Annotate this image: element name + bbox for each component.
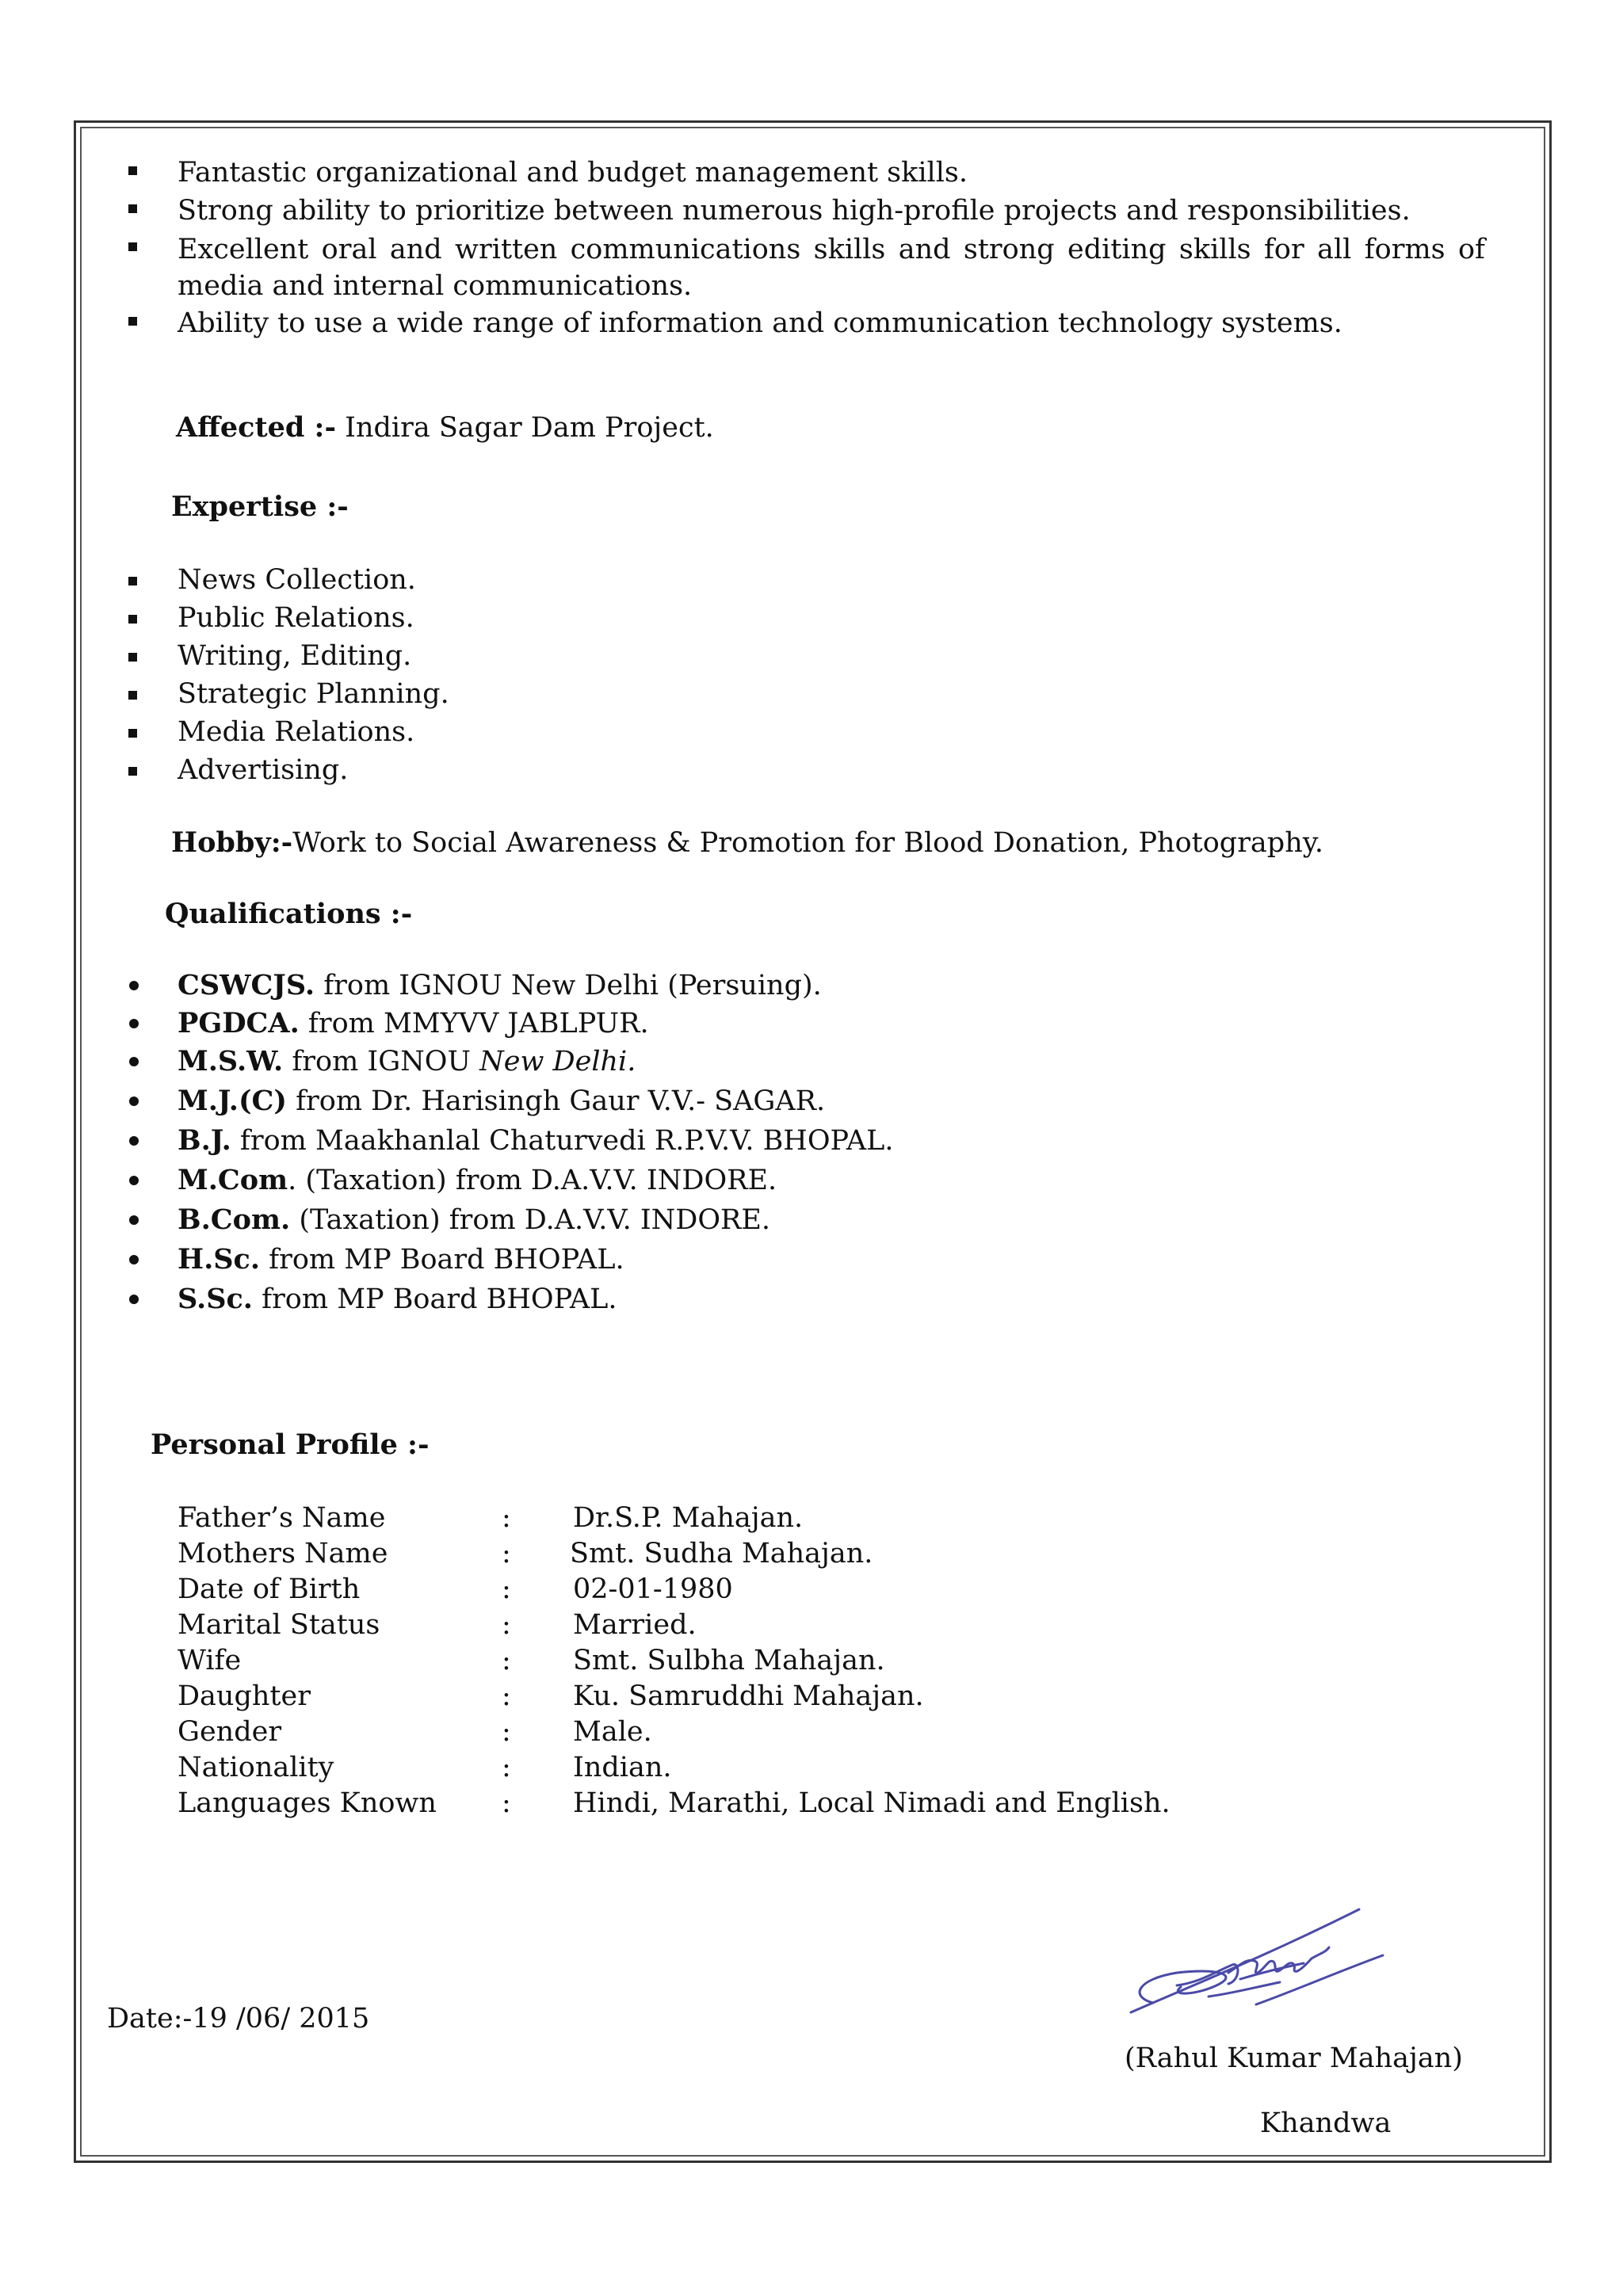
square-bullet-icon bbox=[128, 317, 137, 326]
round-bullet-icon bbox=[129, 1136, 139, 1146]
expertise-item: News Collection. bbox=[178, 564, 416, 596]
round-bullet-icon bbox=[129, 1295, 139, 1304]
affected-value: Indira Sagar Dam Project. bbox=[336, 412, 714, 444]
expertise-heading: Expertise :- bbox=[171, 490, 349, 523]
square-bullet-icon bbox=[128, 615, 137, 624]
qualification-item: PGDCA. from MMYVV JABLPUR. bbox=[178, 1007, 649, 1039]
qualification-item: M.S.W. from IGNOU New Delhi. bbox=[178, 1045, 636, 1077]
round-bullet-icon bbox=[129, 1176, 139, 1185]
expertise-item: Media Relations. bbox=[178, 716, 415, 748]
qualification-item: B.Com. (Taxation) from D.A.V.V. INDORE. bbox=[178, 1203, 771, 1236]
qualification-item: M.Com. (Taxation) from D.A.V.V. INDORE. bbox=[178, 1164, 777, 1196]
date-line: Date:-19 /06/ 2015 bbox=[107, 2003, 370, 2035]
round-bullet-icon bbox=[129, 1215, 139, 1225]
expertise-item: Writing, Editing. bbox=[178, 640, 412, 672]
square-bullet-icon bbox=[128, 767, 137, 776]
qualification-item: CSWCJS. from IGNOU New Delhi (Persuing). bbox=[178, 969, 822, 1001]
qualification-item: H.Sc. from MP Board BHOPAL. bbox=[178, 1243, 624, 1276]
qualification-item: B.J. from Maakhanlal Chaturvedi R.P.V.V. BHOPAL. bbox=[178, 1124, 894, 1157]
round-bullet-icon bbox=[129, 1255, 139, 1264]
square-bullet-icon bbox=[128, 653, 137, 662]
round-bullet-icon bbox=[129, 1097, 139, 1106]
signature-image bbox=[1121, 1886, 1407, 2028]
hobby-value: Work to Social Awareness & Promotion for Blood Donation, Photography. bbox=[292, 827, 1323, 859]
qualification-item: M.J.(C) from Dr. Harisingh Gaur V.V.- SAGAR. bbox=[178, 1085, 826, 1117]
square-bullet-icon bbox=[128, 242, 137, 251]
square-bullet-icon bbox=[128, 577, 137, 585]
expertise-item: Strategic Planning. bbox=[178, 678, 449, 710]
square-bullet-icon bbox=[128, 691, 137, 700]
square-bullet-icon bbox=[128, 204, 137, 213]
hobby-line bbox=[171, 826, 1323, 860]
round-bullet-icon bbox=[129, 1057, 139, 1066]
hobby-label: Hobby:- bbox=[171, 826, 293, 859]
skill-item: Excellent oral and written communications skills and strong editing skills for all forms of media and internal communications. bbox=[178, 234, 1485, 302]
square-bullet-icon bbox=[128, 166, 137, 175]
qualification-item: S.Sc. from MP Board BHOPAL. bbox=[178, 1283, 617, 1315]
place: Khandwa bbox=[1260, 2107, 1392, 2139]
qualifications-heading: Qualifications :- bbox=[165, 898, 413, 930]
expertise-item: Public Relations. bbox=[178, 602, 414, 634]
round-bullet-icon bbox=[129, 981, 139, 990]
round-bullet-icon bbox=[129, 1019, 139, 1028]
expertise-item: Advertising. bbox=[178, 754, 349, 786]
skill-item: Strong ability to prioritize between numerous high-profile projects and responsibilities. bbox=[178, 195, 1411, 227]
affected-line bbox=[176, 410, 714, 445]
skill-item: Fantastic organizational and budget management skills. bbox=[178, 157, 968, 189]
signatory-name: (Rahul Kumar Mahajan) bbox=[1125, 2042, 1463, 2074]
skill-item: Ability to use a wide range of information and communication technology systems. bbox=[178, 307, 1342, 339]
personal-profile-heading: Personal Profile :- bbox=[151, 1428, 430, 1461]
affected-label: Affected :- bbox=[176, 411, 337, 444]
square-bullet-icon bbox=[128, 729, 137, 738]
